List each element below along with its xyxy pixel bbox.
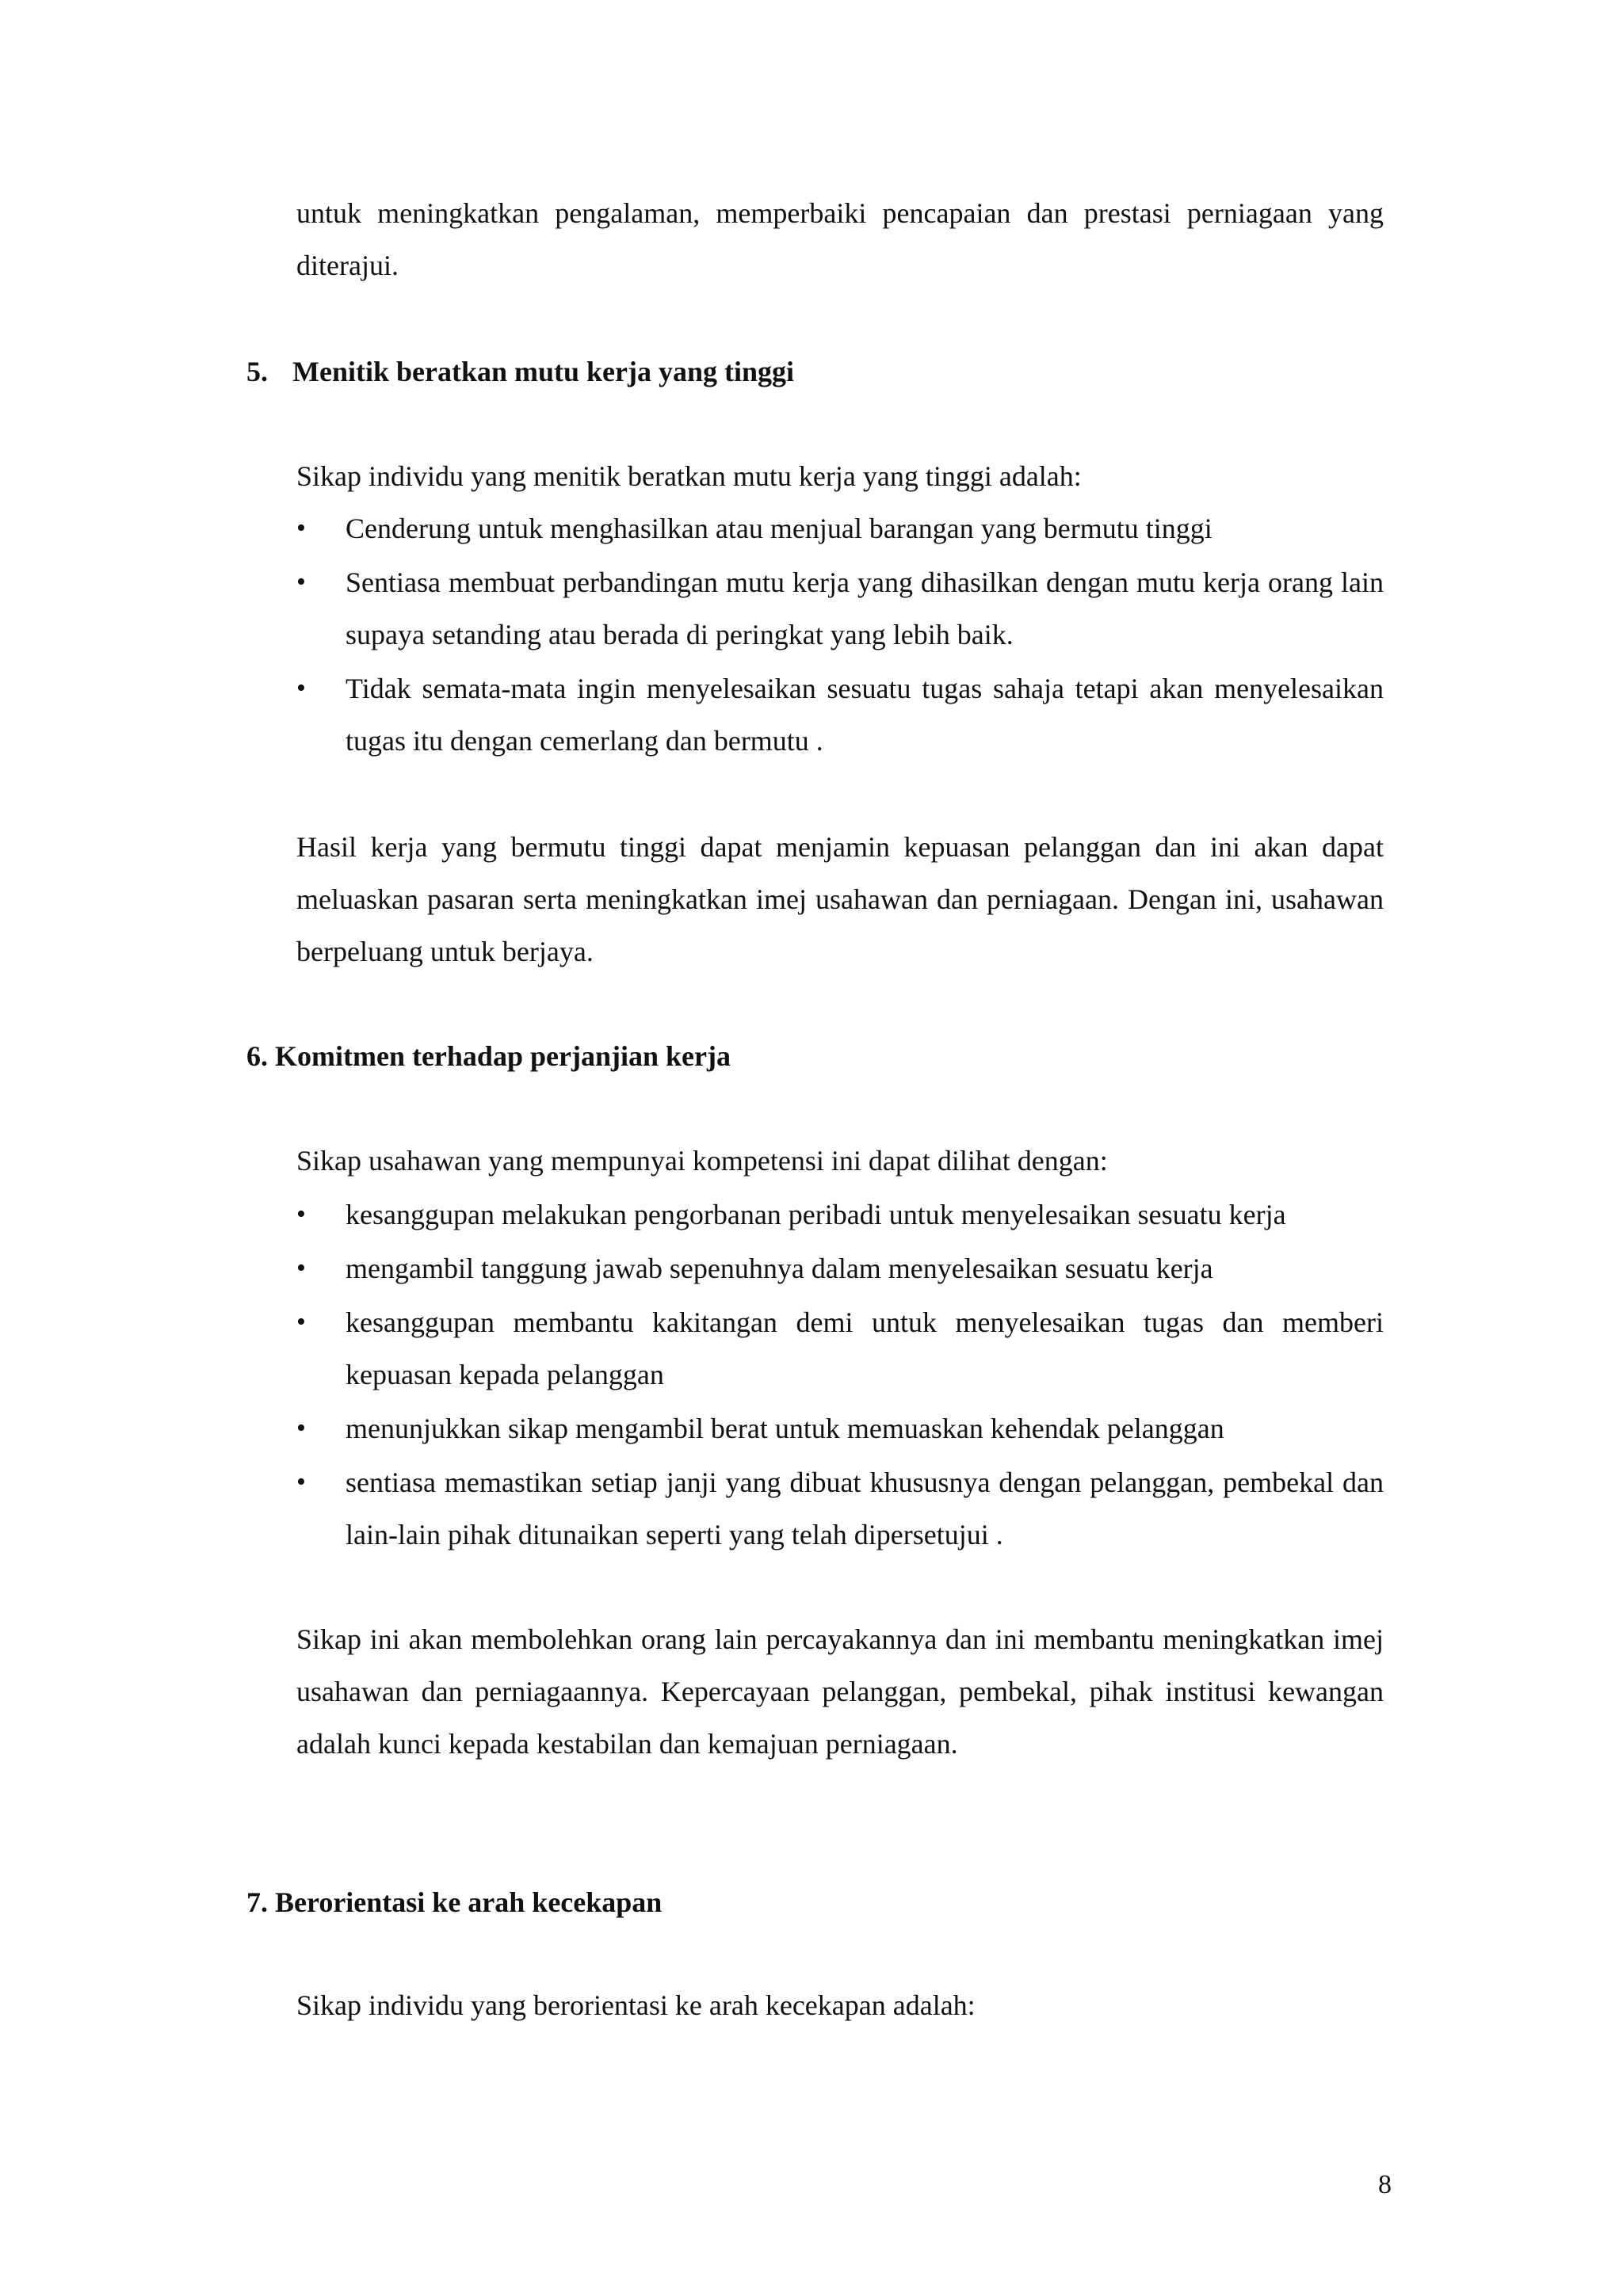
- section-6-closing: Sikap ini akan membolehkan orang lain percayakannya dan ini membantu meningkatkan imej usahawan dan perniagaannya. Kepercayaan pelanggan, pembekal, pihak institusi kewangan adalah kunci kepada kestabilan dan kemajuan perniagaan.: [296, 1623, 1384, 1760]
- section-7-heading: 7. Berorientasi ke arah kecekapan: [246, 1886, 663, 1918]
- list-item-text: Sentiasa membuat perbandingan mutu kerja yang dihasilkan dengan mutu kerja orang lain supaya setanding atau berada di peringkat yang lebih baik.: [346, 566, 1384, 650]
- bullet-icon: •: [296, 567, 306, 597]
- bullet-icon: •: [296, 1307, 306, 1337]
- list-item: [296, 662, 1384, 767]
- section-5-bullet-list: [296, 502, 1384, 769]
- bullet-icon: •: [296, 513, 306, 543]
- list-item: [296, 1188, 1384, 1241]
- list-item: [296, 1456, 1384, 1561]
- list-item-text: kesanggupan melakukan pengorbanan peribadi untuk menyelesaikan sesuatu kerja: [346, 1199, 1286, 1230]
- list-item-text: sentiasa memastikan setiap janji yang dibuat khususnya dengan pelanggan, pembekal dan lain-lain pihak ditunaikan seperti yang telah dipersetujui .: [346, 1466, 1384, 1550]
- list-item-text: kesanggupan membantu kakitangan demi untuk menyelesaikan tugas dan memberi kepuasan kepada pelanggan: [346, 1306, 1384, 1390]
- continuation-paragraph: untuk meningkatkan pengalaman, memperbaiki pencapaian dan prestasi perniagaan yang diterajui.: [296, 197, 1384, 281]
- page-number: 8: [1378, 2170, 1392, 2199]
- section-6-heading: 6. Komitmen terhadap perjanjian kerja: [246, 1040, 731, 1072]
- section-6-intro: Sikap usahawan yang mempunyai kompetensi ini dapat dilihat dengan:: [296, 1145, 1108, 1177]
- list-item-text: menunjukkan sikap mengambil berat untuk memuaskan kehendak pelanggan: [346, 1413, 1224, 1444]
- bullet-icon: •: [296, 1253, 306, 1283]
- list-item: [296, 1242, 1384, 1295]
- section-5-title: Menitik beratkan mutu kerja yang tinggi: [292, 356, 795, 387]
- section-7-intro: Sikap individu yang berorientasi ke arah kecekapan adalah:: [296, 1989, 976, 2021]
- list-item-text: Tidak semata-mata ingin menyelesaikan sesuatu tugas sahaja tetapi akan menyelesaikan tugas itu dengan cemerlang dan bermutu .: [346, 673, 1384, 757]
- list-item-text: Cenderung untuk menghasilkan atau menjual barangan yang bermutu tinggi: [346, 513, 1212, 544]
- list-item: [296, 1402, 1384, 1455]
- list-item: [296, 556, 1384, 661]
- section-5-intro: Sikap individu yang menitik beratkan mutu kerja yang tinggi adalah:: [296, 460, 1082, 492]
- bullet-icon: •: [296, 1467, 306, 1497]
- section-5-closing: Hasil kerja yang bermutu tinggi dapat menjamin kepuasan pelanggan dan ini akan dapat meluaskan pasaran serta meningkatkan imej usahawan dan perniagaan. Dengan ini, usahawan berpeluang untuk berjaya.: [296, 831, 1384, 967]
- bullet-icon: •: [296, 1413, 306, 1443]
- bullet-icon: •: [296, 673, 306, 703]
- section-6-bullet-list: [296, 1188, 1384, 1562]
- list-item: [296, 1296, 1384, 1401]
- section-5-number: 5.: [246, 356, 268, 387]
- list-item: [296, 502, 1384, 555]
- section-5-heading: [246, 353, 1380, 390]
- list-item-text: mengambil tanggung jawab sepenuhnya dalam menyelesaikan sesuatu kerja: [346, 1253, 1213, 1284]
- bullet-icon: •: [296, 1199, 306, 1229]
